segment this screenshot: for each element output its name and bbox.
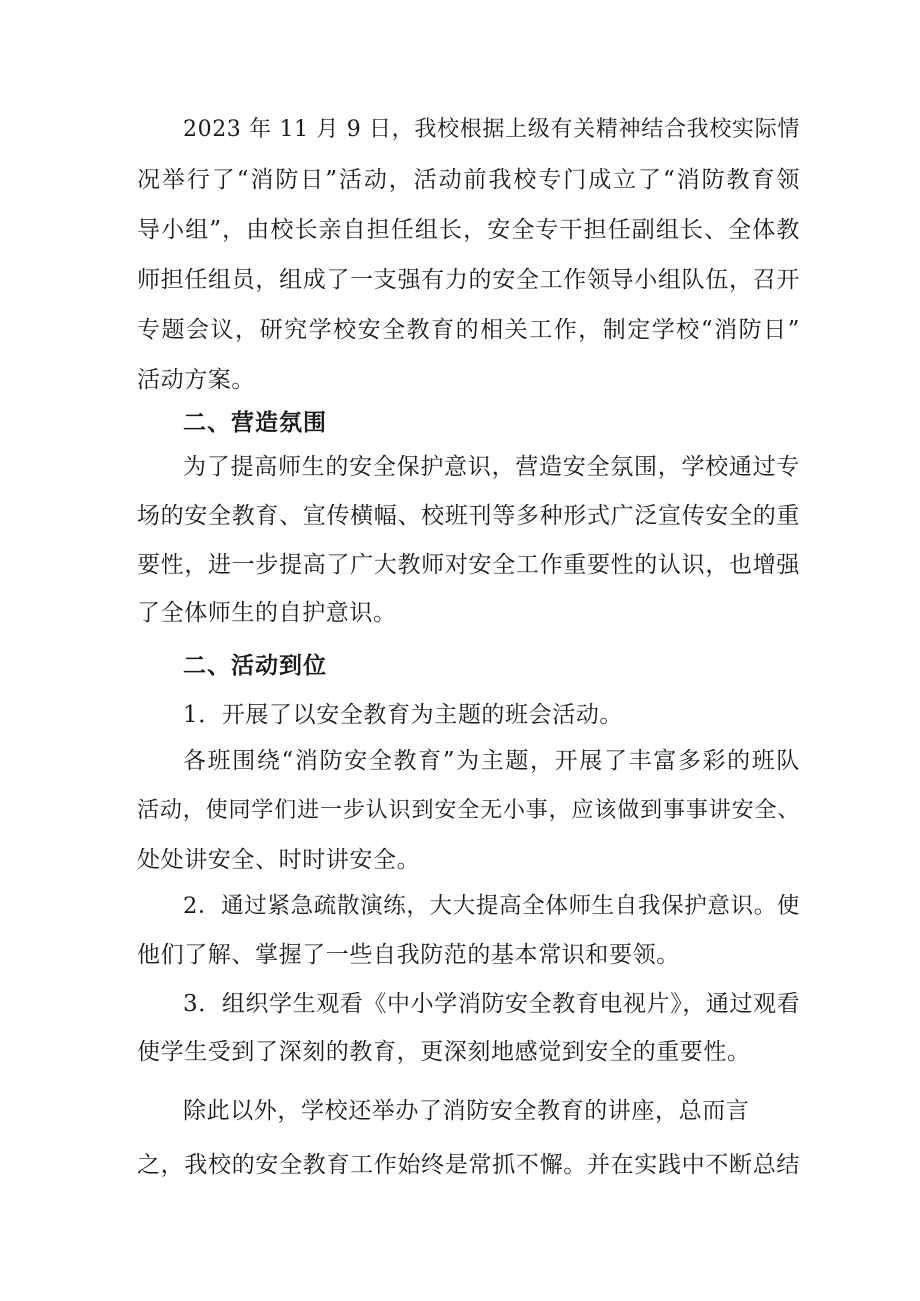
paragraph-line: 导小组”，由校长亲自担任组长，安全专干担任副组长、全体教 bbox=[137, 217, 800, 243]
paragraph-line: 场的安全教育、宣传横幅、校班刊等多种形式广泛宣传安全的重 bbox=[137, 503, 800, 529]
section-heading: 二、活动到位 bbox=[183, 653, 327, 679]
paragraph-line: 活动方案。 bbox=[137, 367, 255, 393]
section-heading: 二、营造氛围 bbox=[183, 410, 327, 436]
paragraph-line: 各班围绕“消防安全教育”为主题，开展了丰富多彩的班队 bbox=[183, 748, 800, 774]
paragraph-line: 师担任组员，组成了一支强有力的安全工作领导小组队伍，召开 bbox=[137, 267, 800, 293]
paragraph-line: 要性，进一步提高了广大教师对安全工作重要性的认识，也增强 bbox=[137, 552, 800, 578]
paragraph-line: 活动，使同学们进一步认识到安全无小事，应该做到事事讲安全、 bbox=[137, 798, 800, 823]
list-item: 2．通过紧急疏散演练，大大提高全体师生自我保护意识。使 bbox=[183, 893, 800, 919]
paragraph-line: 为了提高师生的安全保护意识，营造安全氛围，学校通过专 bbox=[183, 454, 800, 480]
paragraph-line: 处处讲安全、时时讲安全。 bbox=[137, 847, 421, 873]
paragraph-line: 使学生受到了深刻的教育，更深刻地感觉到安全的重要性。 bbox=[137, 1039, 751, 1065]
paragraph-line: 专题会议，研究学校安全教育的相关工作，制定学校“消防日” bbox=[137, 317, 800, 343]
paragraph-line: 他们了解、掌握了一些自我防范的基本常识和要领。 bbox=[137, 942, 680, 968]
list-item: 3．组织学生观看《中小学消防安全教育电视片》，通过观看 bbox=[183, 991, 801, 1017]
paragraph-line: 2023 年 11 月 9 日，我校根据上级有关精神结合我校实际情 bbox=[183, 117, 800, 142]
list-item: 1．开展了以安全教育为主题的班会活动。 bbox=[183, 702, 624, 728]
paragraph-line: 之，我校的安全教育工作始终是常抓不懈。并在实践中不断总结 bbox=[137, 1152, 800, 1178]
paragraph-line: 除此以外，学校还举办了消防安全教育的讲座，总而言 bbox=[183, 1098, 750, 1124]
paragraph-line: 了全体师生的自护意识。 bbox=[137, 600, 397, 626]
paragraph-line: 况举行了“消防日”活动，活动前我校专门成立了“消防教育领 bbox=[137, 167, 800, 193]
